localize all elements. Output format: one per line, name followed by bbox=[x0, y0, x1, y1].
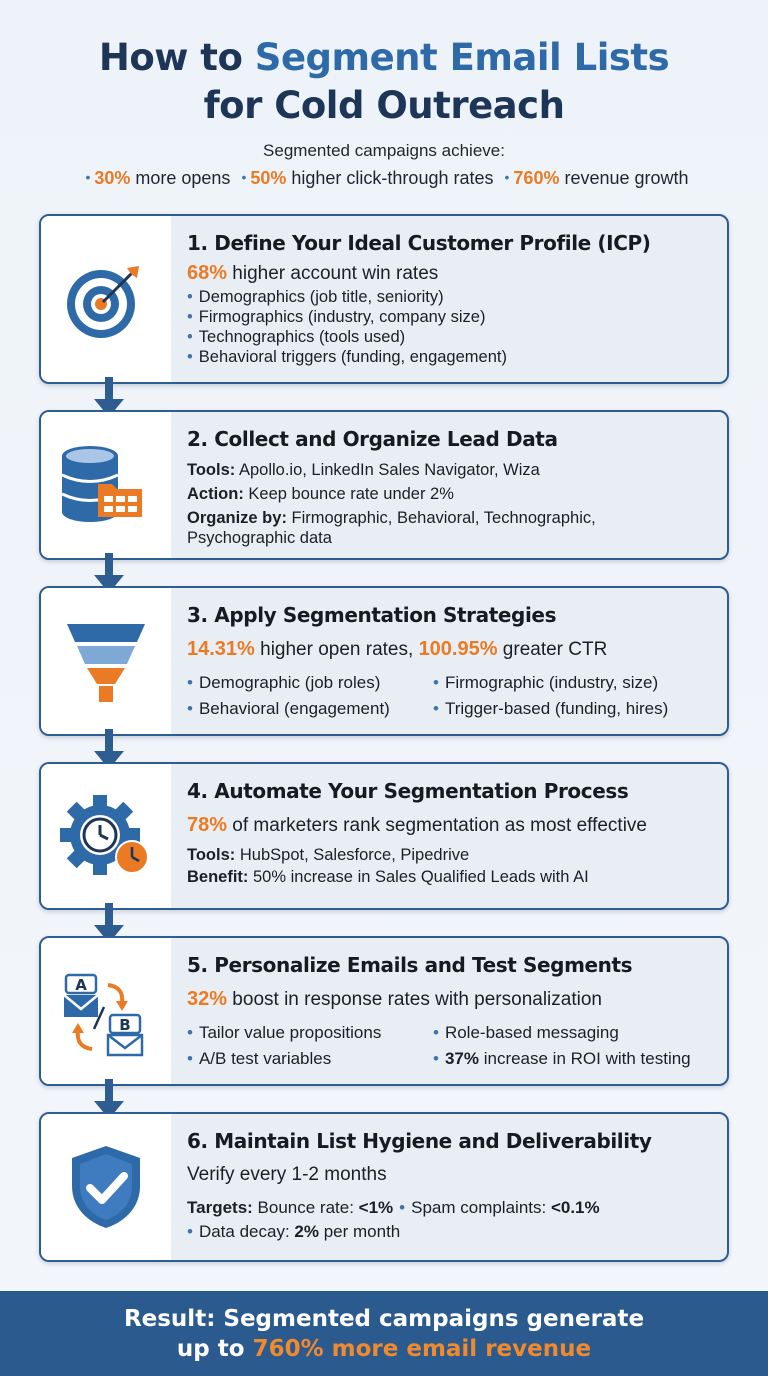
list-item: • Demographics (job title, seniority) bbox=[187, 287, 719, 307]
list-item: Targets: Bounce rate: <1%• Spam complaints: <0.1% bbox=[187, 1196, 719, 1220]
list-item: • 37% increase in ROI with testing bbox=[433, 1047, 713, 1071]
step-title: 4. Automate Your Segmentation Process bbox=[187, 779, 629, 803]
step-card-3 bbox=[39, 586, 729, 736]
database-icon bbox=[58, 440, 154, 530]
step-card-1 bbox=[39, 214, 729, 384]
title-line2: for Cold Outreach bbox=[203, 84, 565, 127]
gear-clock-icon bbox=[58, 791, 154, 881]
list-item-continuation: Psychographic data bbox=[187, 529, 332, 547]
step-metric: 78% of marketers rank segmentation as most effective bbox=[187, 814, 647, 836]
subtitle: Segmented campaigns achieve: bbox=[263, 141, 505, 160]
shield-check-icon bbox=[66, 1142, 146, 1232]
list-item: Benefit: 50% increase in Sales Qualified Leads with AI bbox=[187, 868, 589, 886]
list-item: • Behavioral (engagement) bbox=[187, 697, 433, 721]
list-item: • Tailor value propositions bbox=[187, 1021, 433, 1045]
stats-row: • 30% more opens • 50% higher click-through rates • 760% revenue growth bbox=[85, 168, 689, 188]
list-item: Tools: HubSpot, Salesforce, Pipedrive bbox=[187, 846, 470, 864]
target-icon bbox=[61, 254, 151, 344]
svg-text:A: A bbox=[75, 976, 87, 994]
step-card-6 bbox=[39, 1112, 729, 1262]
list-item: • Technographics (tools used) bbox=[187, 327, 719, 347]
result-footer: Result: Segmented campaigns generate up to 760% more email revenue bbox=[0, 1291, 768, 1376]
step-card-2 bbox=[39, 410, 729, 560]
ab-test-email-icon bbox=[58, 963, 154, 1059]
list-item: • Data decay: 2% per month bbox=[187, 1220, 719, 1244]
bullet-dot: • bbox=[85, 169, 91, 185]
list-item: Tools: Apollo.io, LinkedIn Sales Navigator, Wiza bbox=[187, 461, 540, 479]
list-item: • Trigger-based (funding, hires) bbox=[433, 697, 713, 721]
step-metric: 32% boost in response rates with personalization bbox=[187, 988, 602, 1010]
step-title: 1. Define Your Ideal Customer Profile (ICP) bbox=[187, 231, 651, 255]
list-item: • Role-based messaging bbox=[433, 1021, 713, 1045]
list-item: Organize by: Firmographic, Behavioral, Technographic, bbox=[187, 509, 596, 527]
bullet-dot: • bbox=[241, 169, 247, 185]
funnel-icon bbox=[61, 616, 151, 706]
step-subline: Verify every 1-2 months bbox=[187, 1164, 387, 1185]
svg-text:B: B bbox=[119, 1016, 131, 1034]
list-item: • A/B test variables bbox=[187, 1047, 433, 1071]
step-metric: 14.31% higher open rates, 100.95% greater CTR bbox=[187, 638, 608, 660]
page-title: How to Segment Email Lists for Cold Outreach bbox=[0, 34, 768, 130]
step-title: 6. Maintain List Hygiene and Deliverability bbox=[187, 1129, 652, 1153]
list-item: • Firmographic (industry, size) bbox=[433, 671, 713, 695]
step-card-4 bbox=[39, 762, 729, 910]
list-item: • Firmographics (industry, company size) bbox=[187, 307, 719, 327]
step-metric: 68% higher account win rates bbox=[187, 262, 439, 284]
bullet-dot: • bbox=[504, 169, 510, 185]
step-title: 5. Personalize Emails and Test Segments bbox=[187, 953, 633, 977]
list-item: • Behavioral triggers (funding, engagement) bbox=[187, 347, 719, 367]
step-card-5 bbox=[39, 936, 729, 1086]
step-title: 2. Collect and Organize Lead Data bbox=[187, 427, 558, 451]
list-item: Action: Keep bounce rate under 2% bbox=[187, 485, 454, 503]
list-item: • Demographic (job roles) bbox=[187, 671, 433, 695]
step-title: 3. Apply Segmentation Strategies bbox=[187, 603, 557, 627]
title-accent: Segment Email Lists bbox=[254, 36, 670, 79]
